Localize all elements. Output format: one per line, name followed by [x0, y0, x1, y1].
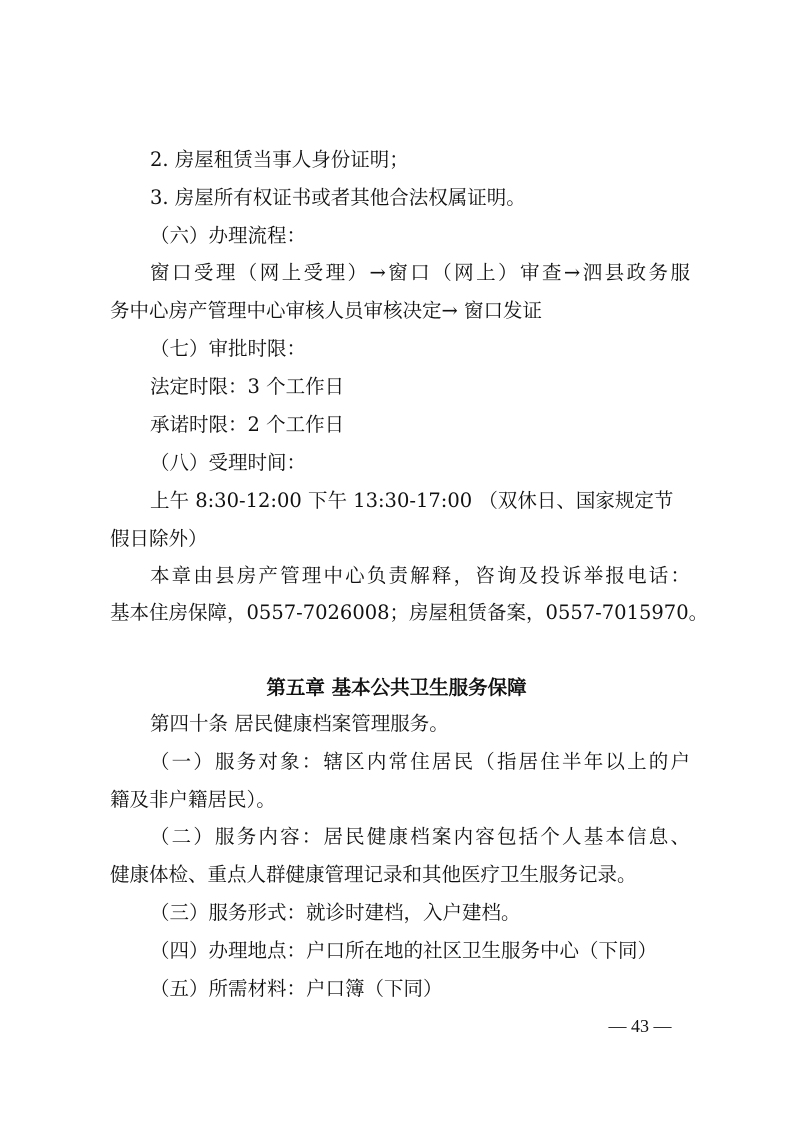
text-line: （二）服务内容：居民健康档案内容包括个人基本信息、 [150, 825, 690, 848]
article-title: 第四十条 居民健康档案管理服务。 [150, 712, 449, 735]
page-number: — 43 — [608, 1016, 672, 1036]
text-line: （四）办理地点：户口所在地的社区卫生服务中心（下同） [150, 939, 658, 962]
text-line: （五）所需材料：户口簿（下同） [150, 977, 443, 1000]
text-line: （三）服务形式：就诊时建档，入户建档。 [150, 901, 521, 924]
text-line: 承诺时限：2 个工作日 [150, 413, 345, 436]
text-line: 假日除外） [110, 527, 208, 550]
text-line: 上午 8:30-12:00 下午 13:30-17:00 （双休日、国家规定节 [150, 489, 674, 512]
text-line: 籍及非户籍居民）。 [110, 788, 276, 811]
text-line: 窗口受理（网上受理）→窗口（网上）审查→泗县政务服 [150, 261, 690, 284]
text-line: （一）服务对象：辖区内常住居民（指居住半年以上的户 [150, 750, 690, 773]
chapter-title: 第五章 基本公共卫生服务保障 [266, 676, 527, 699]
text-line: 本章由县房产管理中心负责解释，咨询及投诉举报电话： [150, 564, 690, 587]
text-line: 健康体检、重点人群健康管理记录和其他医疗卫生服务记录。 [110, 863, 637, 886]
section-heading: （六）办理流程： [150, 224, 307, 247]
text-line: 基本住房保障，0557-7026008；房屋租赁备案，0557-7015970。 [110, 601, 709, 624]
text-line: 2. 房屋租赁当事人身份证明； [150, 148, 409, 171]
text-line: 3. 房屋所有权证书或者其他合法权属证明。 [150, 186, 526, 209]
section-heading: （八）受理时间： [150, 451, 307, 474]
text-line: 法定时限：3 个工作日 [150, 375, 345, 398]
section-heading: （七）审批时限： [150, 337, 307, 360]
text-line: 务中心房产管理中心审核人员审核决定→ 窗口发证 [110, 299, 543, 322]
